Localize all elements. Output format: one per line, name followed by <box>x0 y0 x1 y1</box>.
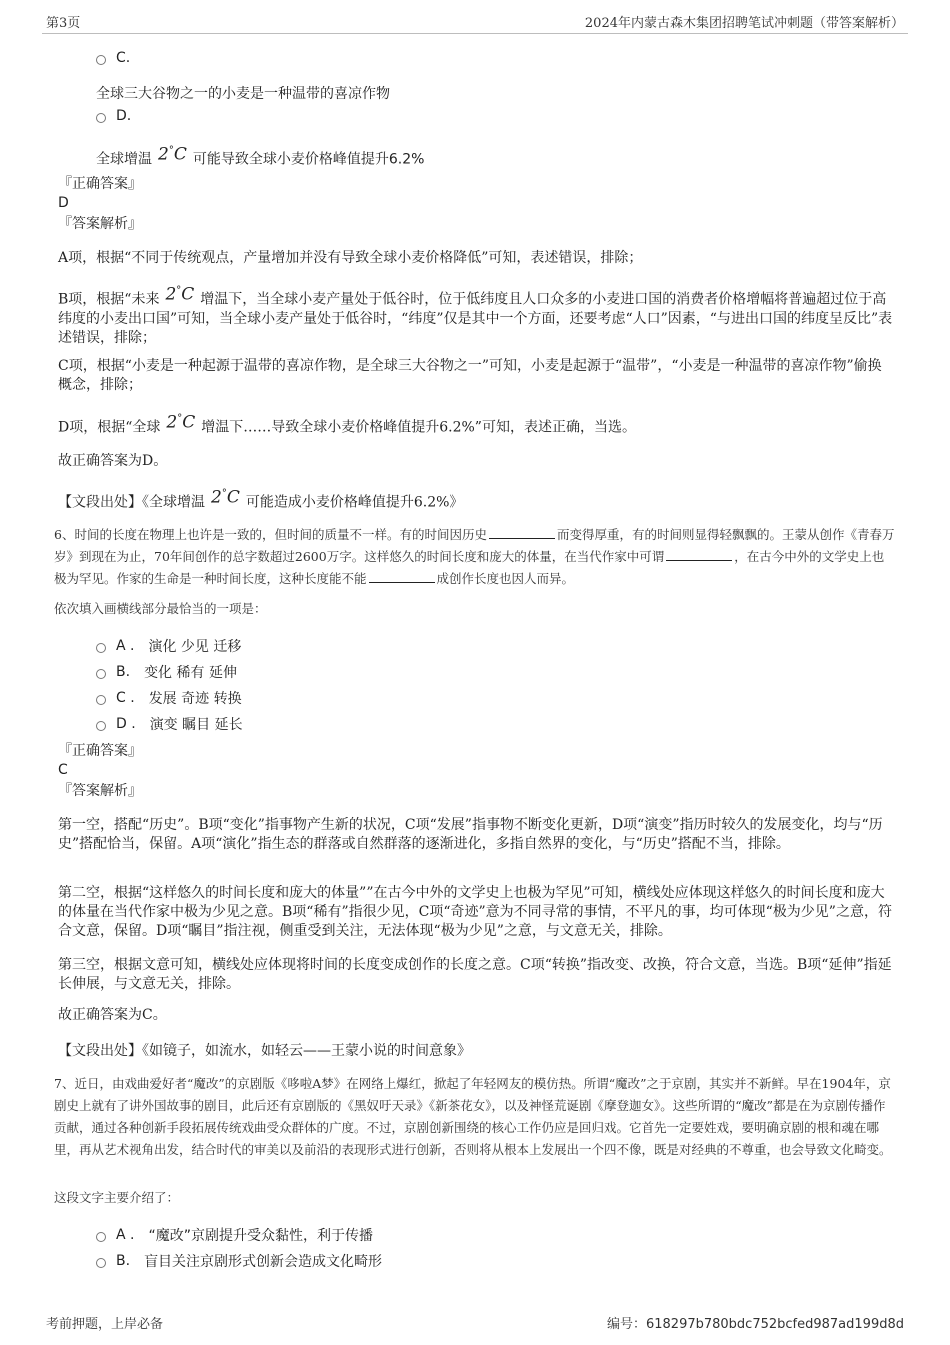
q6-stem: 6、时间的长度在物理上也许是一致的，但时间的质量不一样。有的时间因历史 而变得厚重，有的时间则显得轻飘飘的。王蒙从创作《青春万岁》到现在为止，70年间创作的总字数超过2600万字。这样悠久的时间长度和庞大的体量，在当代作家中可谓 ，在古今中外的文学史上也极为罕见。作家的生命是一种时间长度，这种长度能不能 成创作长度也因人而异。 <box>54 527 895 586</box>
math-2c: 2°C <box>166 412 196 433</box>
blank-line-1 <box>489 526 555 539</box>
math-2c: 2°C <box>211 487 240 508</box>
footer-slogan: 考前押题，上岸必备 <box>46 1317 164 1332</box>
radio-icon[interactable] <box>96 1232 106 1242</box>
header-divider <box>42 33 908 34</box>
analysis-conclusion: 故正确答案为C。 <box>58 1007 167 1023</box>
q6-option-b[interactable]: B. 变化 稀有 延伸 <box>96 662 237 682</box>
answer-label: 『正确答案』 <box>58 743 142 759</box>
radio-icon[interactable] <box>96 643 106 653</box>
q5-option-c-text: 全球三大谷物之一的小麦是一种温带的喜凉作物 <box>96 86 390 102</box>
radio-icon[interactable] <box>96 695 106 705</box>
q7-option-b[interactable]: B. 盲目关注京剧形式创新会造成文化畸形 <box>96 1251 382 1271</box>
radio-icon[interactable] <box>96 113 106 123</box>
analysis-a: A项，根据“不同于传统观点，产量增加并没有导致全球小麦价格降低”可知，表述错误，排除； <box>58 250 643 266</box>
analysis-blank-3: 第三空，根据文意可知，横线处应体现将时间的长度变成创作的长度之意。C项“转换”指改变、改换，符合文意，当选。B项“延伸”指延长伸展，与文意无关，排除。 <box>58 957 892 992</box>
math-2c: 2°C <box>165 284 195 305</box>
answer-value: D <box>58 195 69 211</box>
blank-line-3 <box>369 570 435 583</box>
source: 【文段出处】《如镜子，如流水，如轻云——王蒙小说的时间意象》 <box>58 1043 471 1059</box>
radio-icon[interactable] <box>96 1258 106 1268</box>
analysis-label: 『答案解析』 <box>58 216 142 232</box>
radio-icon[interactable] <box>96 669 106 679</box>
q5-option-c[interactable] <box>96 50 144 66</box>
q6-option-a[interactable]: A . 演化 少见 迁移 <box>96 636 241 656</box>
analysis-conclusion: 故正确答案为D。 <box>58 453 168 469</box>
analysis-c: C项，根据“小麦是一种起源于温带的喜凉作物，是全球三大谷物之一”可知，小麦是起源于“温带”，“小麦是一种温带的喜凉作物”偷换概念，排除； <box>58 358 882 393</box>
radio-icon[interactable] <box>96 721 106 731</box>
answer-value: C <box>58 762 68 778</box>
q5-option-d[interactable] <box>96 108 145 124</box>
analysis-b: B项，根据“未来 2°C 增温下，当全球小麦产量处于低谷时，位于低纬度且人口众多的小麦进口国的消费者价格增幅将普遍超过位于高纬度的小麦出口国”可知，当全球小麦产量处于低谷时，“纬度”仅是其中一个方面，还要考虑“人口”因素，“与进出口国的纬度呈反比”表述错误，排除； <box>58 285 894 348</box>
q6-option-c[interactable]: C . 发展 奇迹 转换 <box>96 688 242 708</box>
radio-icon[interactable] <box>96 55 106 65</box>
analysis-blank-1: 第一空，搭配“历史”。B项“变化”指事物产生新的状况，C项“发展”指事物不断变化更新，D项“演变”指历时较久的发展变化，均与“历史”搭配恰当，保留。A项“演化”指生态的群落或自然群落的逐渐进化，多指自然界的变化，与“历史”搭配不当，排除。 <box>58 817 883 852</box>
q7-option-a[interactable]: A . “魔改”京剧提升受众黏性，利于传播 <box>96 1225 373 1245</box>
document-id: 编号：618297b780bdc752bcfed987ad199d8d <box>606 1317 904 1332</box>
math-2c: 2°C <box>158 144 187 165</box>
document-title: 2024年内蒙古森木集团招聘笔试冲刺题（带答案解析） <box>584 16 904 31</box>
analysis-d: D项，根据“全球 2°C 增温下……导致全球小麦价格峰值提升6.2%”可知，表述正确，当选。 <box>58 413 894 438</box>
option-letter: D. <box>116 108 132 124</box>
q6-option-d[interactable]: D . 演变 瞩目 延长 <box>96 714 243 734</box>
q7-stem: 7、近日，由戏曲爱好者“魔改”的京剧版《哆啦A梦》在网络上爆红，掀起了年轻网友的模仿热。所谓“魔改”之于京剧，其实并不新鲜。早在1904年，京剧史上就有了讲外国故事的剧目，此后还有京剧版的《黑奴吁天录》《新茶花女》，以及神怪荒诞剧《摩登迦女》。这些所谓的“魔改”都是在为京剧传播作贡献，通过各种创新手段拓展传统戏曲受众群体的广度。不过，京剧创新围绕的核心工作仍应是回归戏。它首先一定要姓戏，要明确京剧的根和魂在哪里，再从艺术视角出发，结合时代的审美以及前沿的表现形式进行创新，否则将从根本上发展出一个四不像，既是对经典的不尊重，也会导致文化畸变。 <box>54 1076 892 1157</box>
analysis-label: 『答案解析』 <box>58 783 142 799</box>
q5-option-d-text: 全球增温 2°C 可能导致全球小麦价格峰值提升6.2% <box>96 145 424 170</box>
source: 【文段出处】《全球增温 2°C 可能造成小麦价格峰值提升6.2%》 <box>58 488 894 513</box>
q6-prompt: 依次填入画横线部分最恰当的一项是： <box>54 601 267 616</box>
blank-line-2 <box>666 548 732 561</box>
page-number: 第3页 <box>46 16 81 31</box>
analysis-blank-2: 第二空，根据“这样悠久的时间长度和庞大的体量””在古今中外的文学史上也极为罕见”可知，横线处应体现这样悠久的时间长度和庞大的体量在当代作家中极为少见之意。B项“稀有”指很少见，C项“奇迹”意为不同寻常的事情，不平凡的事，均可体现“极为少见”之意，符合文意，保留。D项“瞩目”指注视，侧重受到关注，无法体现“极为少见”之意，与文意无关，排除。 <box>58 885 892 939</box>
q7-prompt: 这段文字主要介绍了： <box>54 1190 180 1205</box>
option-letter: C. <box>116 50 131 66</box>
answer-label: 『正确答案』 <box>58 176 142 192</box>
